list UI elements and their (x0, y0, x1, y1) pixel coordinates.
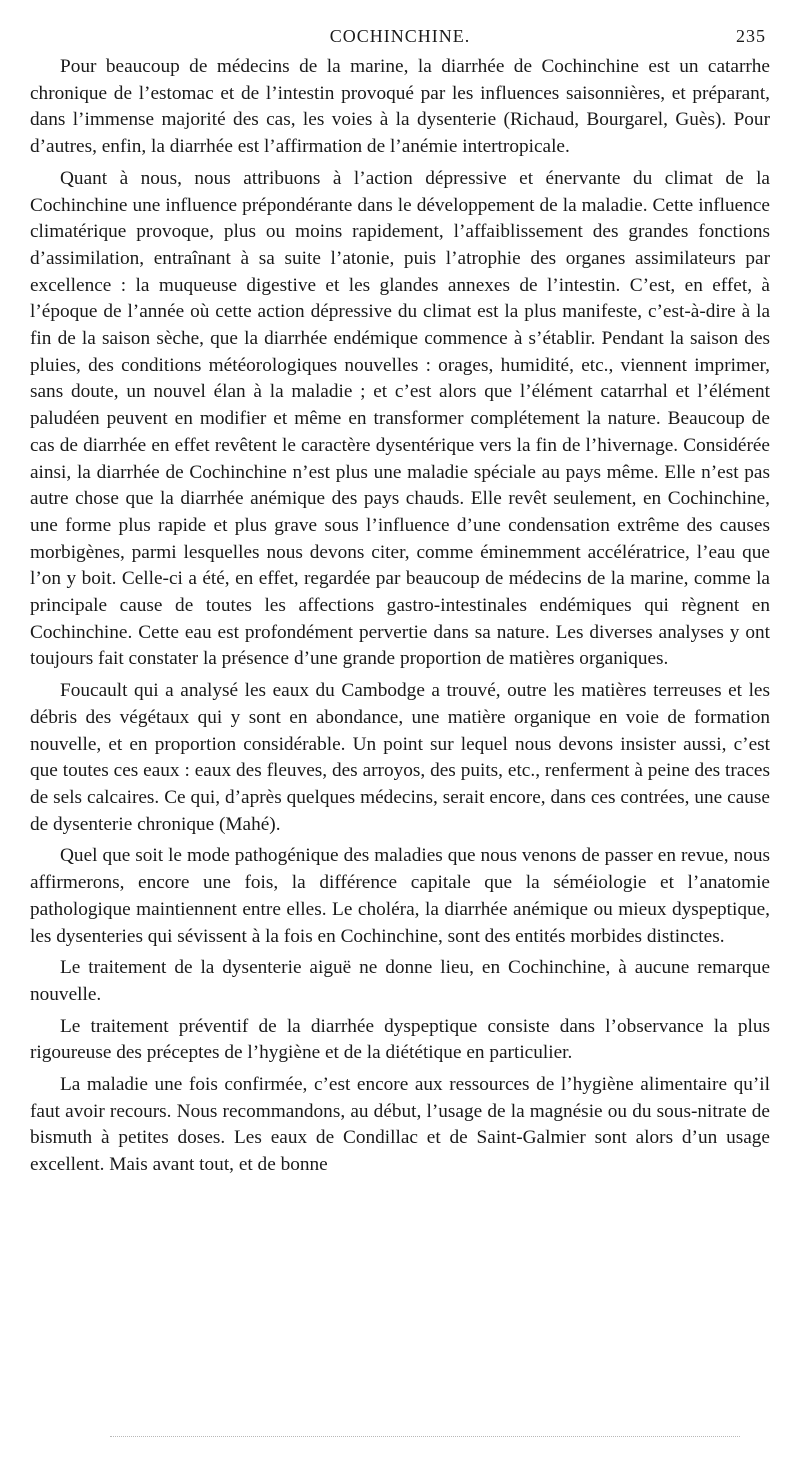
page-number: 235 (736, 26, 766, 46)
paragraph-2: Quant à nous, nous attribuons à l’action dépressive et énervante du climat de la Cochinchine une influence prépondérante dans le développement de la maladie. Cette influence climatérique provoque, plus ou moins rapidement, l’affaiblissement des grandes fonctions d’assimilation, entraînant à sa suite l’atonie, puis l’atrophie des organes assimilateurs par excellence : la muqueuse digestive et les glandes annexes de l’intestin. C’est, en effet, à l’époque de l’année où cette action dépressive du climat est la plus manifeste, c’est-à-dire à la fin de la saison sèche, que la diarrhée endémique commence à s’établir. Pendant la saison des pluies, des conditions météorologiques nouvelles : orages, humidité, etc., viennent imprimer, sans doute, un nouvel élan à la maladie ; et c’est alors que l’élément catarrhal et l’élément paludéen peuvent en modifier et même en transformer complétement la nature. Beaucoup de cas de diarrhée en effet revêtent le caractère dysentérique vers la fin de l’hivernage. Considérée ainsi, la diarrhée de Cochinchine n’est plus une maladie spéciale au pays même. Elle n’est pas autre chose que la diarrhée anémique des pays chauds. Elle revêt seulement, en Cochinchine, une forme plus rapide et plus grave sous l’influence d’une condensation extrême des causes morbigènes, parmi lesquelles nous devons citer, comme éminemment accélératrice, l’eau que l’on y boit. Celle-ci a été, en effet, regardée par beaucoup de médecins de la marine, comme la principale cause de toutes les affections gastro-intestinales endémiques qui règnent en Cochinchine. Cette eau est profondément pervertie dans sa nature. Les diverses analyses y ont toujours fait constater la présence d’une grande proportion de matières organiques. (30, 167, 770, 670)
paragraph-5: Le traitement de la dysenterie aiguë ne donne lieu, en Cochinchine, à aucune remarque nouvelle. (30, 957, 770, 1005)
running-title: COCHINCHINE. (329, 26, 471, 46)
paragraph-6: Le traitement préventif de la diarrhée dyspeptique consiste dans l’observance la plus rigoureuse des préceptes de l’hygiène et de la diététique en particulier. (30, 1015, 770, 1064)
paragraph-1: Pour beaucoup de médecins de la marine, la diarrhée de Cochinchine est un catarrhe chronique de l’estomac et de l’intestin provoqué par les influences saisonnières, et préparant, dans l’immense majorité des cas, les voies à la dysenterie (Richaud, Bourgarel, Guès). Pour d’autres, enfin, la diarrhée est l’affirmation de l’anémie intertropicale. (30, 56, 770, 158)
book-page (30, 26, 770, 1184)
paragraph-7: La maladie une fois confirmée, c’est encore aux ressources de l’hygiène alimentaire qu’il faut avoir recours. Nous recommandons, au début, l’usage de la magnésie ou du sous-nitrate de bismuth à petites doses. Les eaux de Condillac et de Saint-Galmier sont alors d’un usage excellent. Mais avant tout, et de bonne (30, 1074, 770, 1176)
body-text (30, 54, 770, 1179)
paragraph-4: Quel que soit le mode pathogénique des maladies que nous venons de passer en revue, nous affirmerons, encore une fois, la différence capitale que la séméiologie et l’anatomie pathologique maintiennent entre elles. Le choléra, la diarrhée anémique ou mieux dyspeptique, les dysenteries qui sévissent à la fois en Cochinchine, sont des entités morbides distinctes. (30, 845, 770, 947)
running-head (30, 26, 770, 54)
paragraph-3: Foucault qui a analysé les eaux du Cambodge a trouvé, outre les matières terreuses et les débris des végétaux qui y sont en abondance, une matière organique en voie de formation nouvelle, et en proportion considérable. Un point sur lequel nous devons insister aussi, c’est que toutes ces eaux : eaux des fleuves, des arroyos, des puits, etc., renferment à peine des traces de sels calcaires. Ce qui, d’après quelques médecins, serait encore, dans ces contrées, une cause de dysenterie chronique (Mahé). (30, 680, 770, 835)
footer-divider (110, 1432, 740, 1437)
